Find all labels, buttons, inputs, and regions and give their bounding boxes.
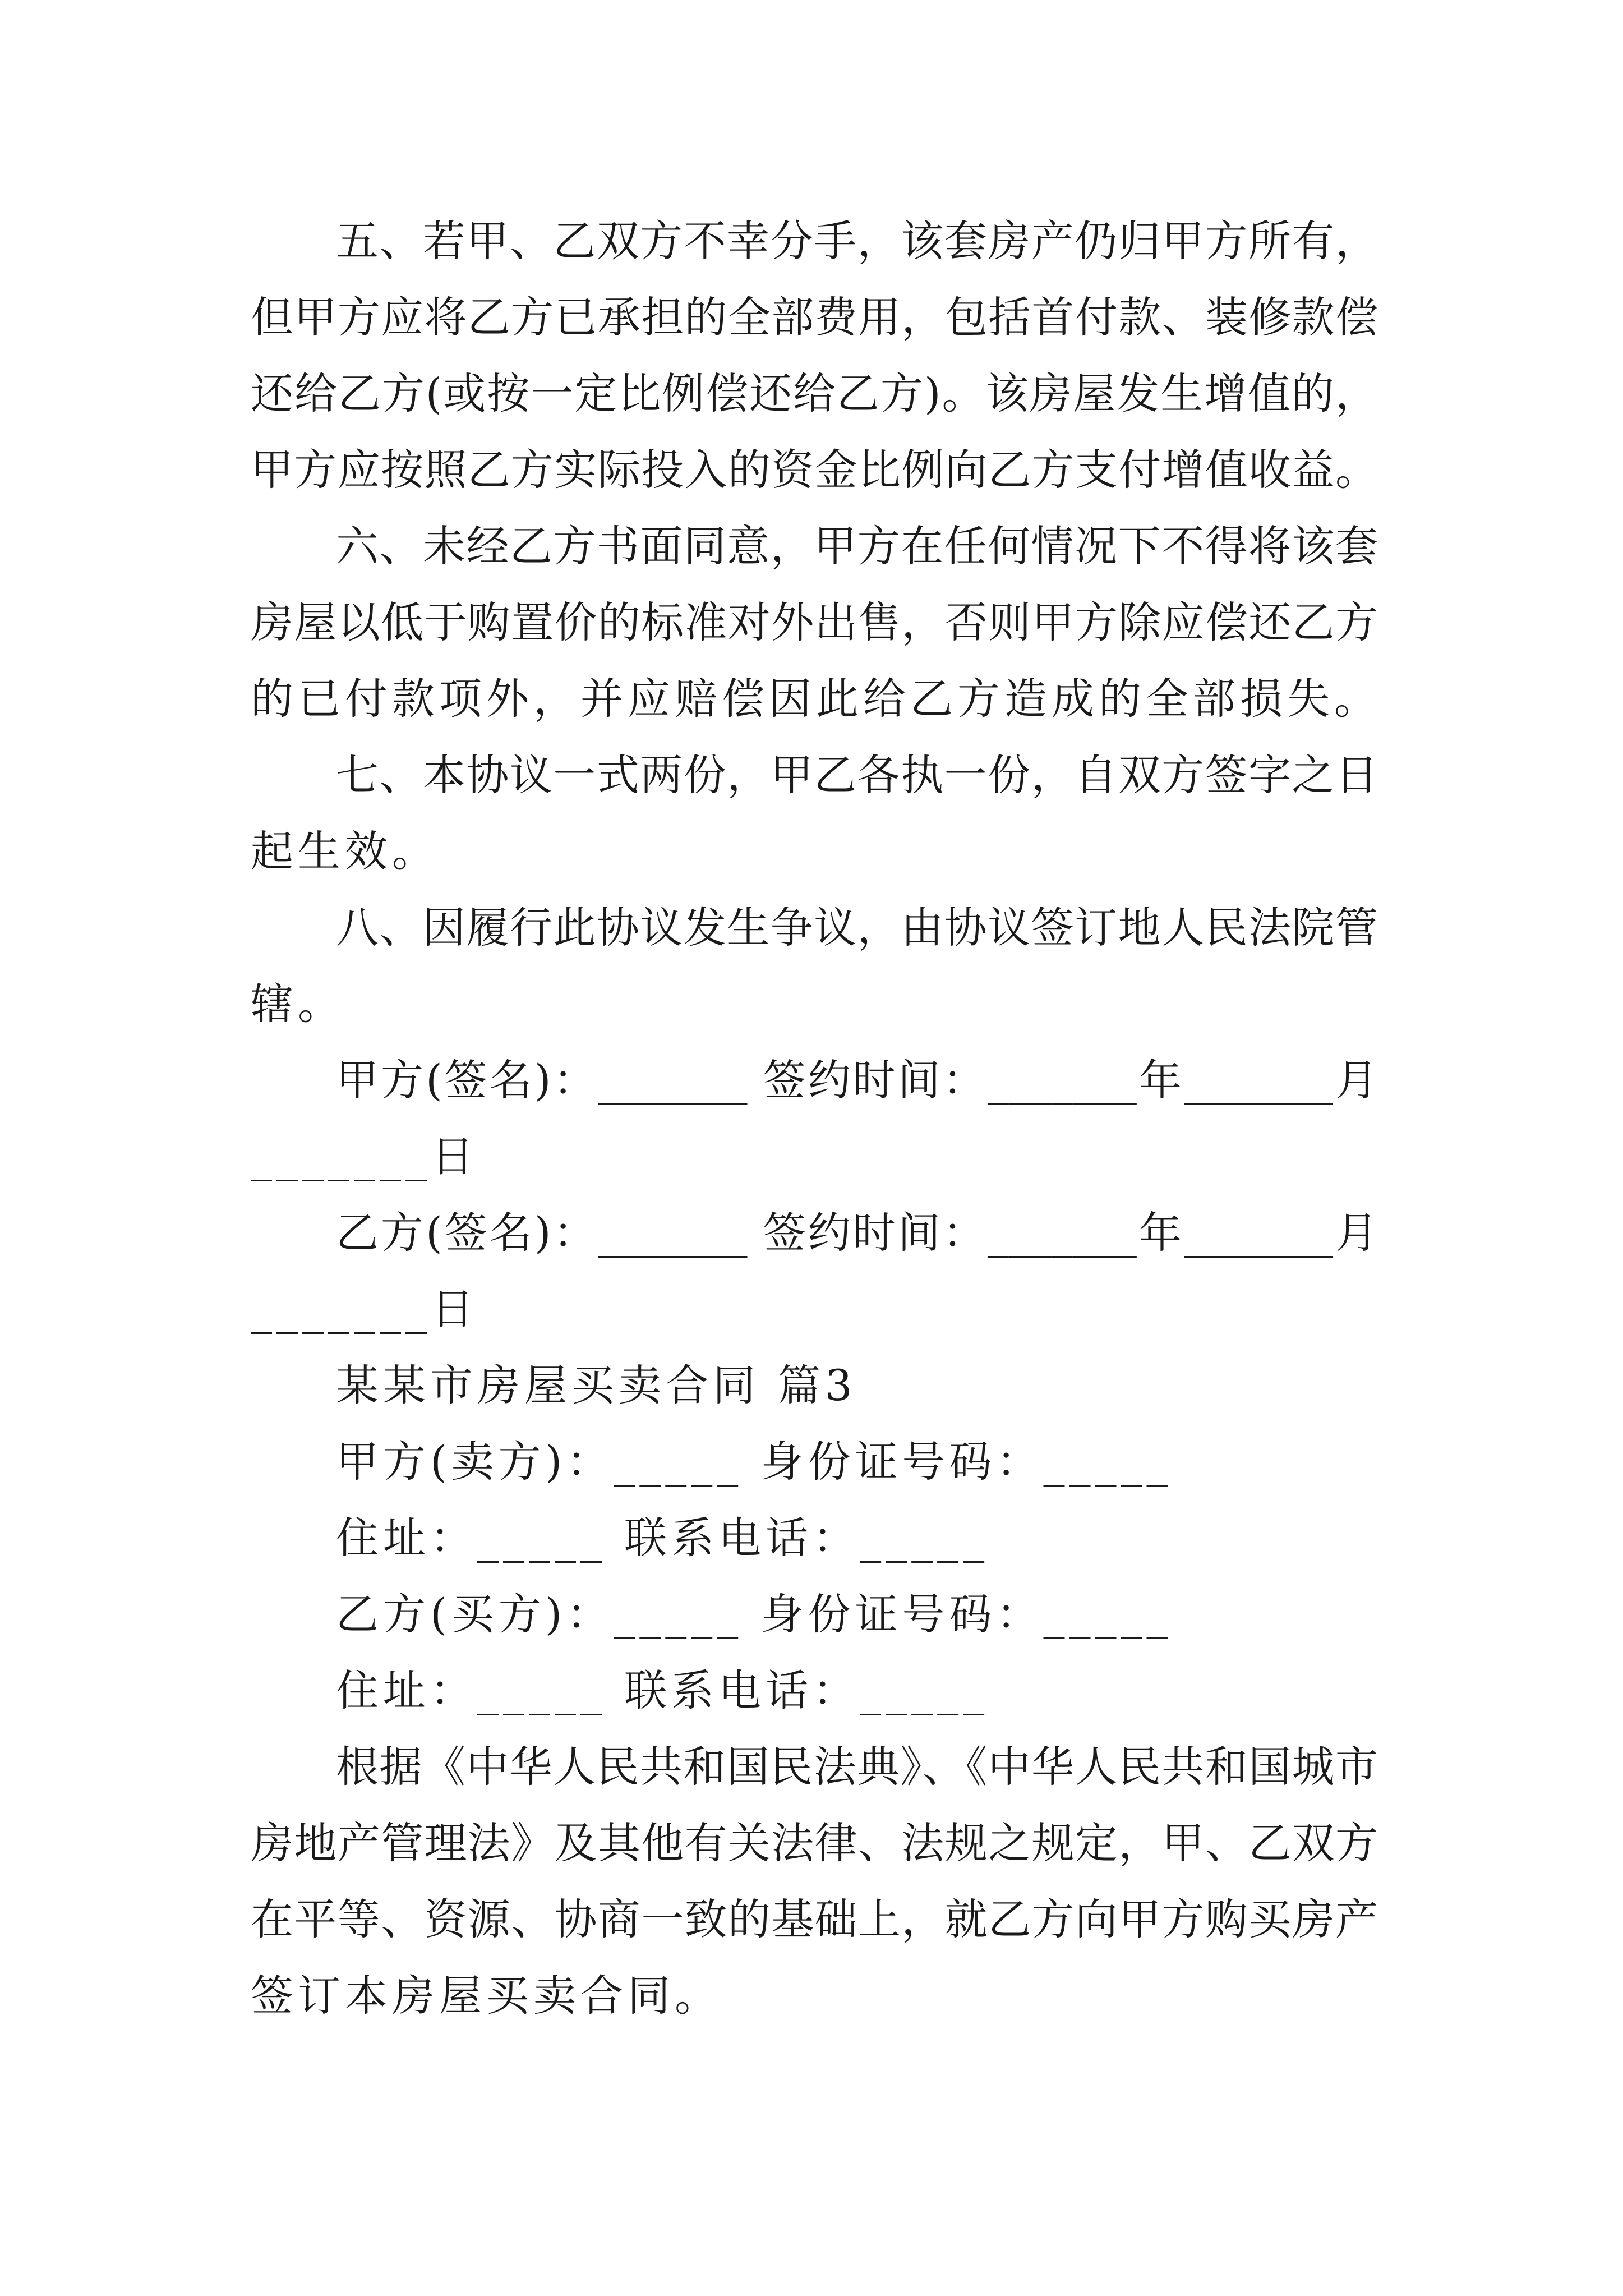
clause-6-line-1: 六、未经乙方书面同意，甲方在任何情况下不得将该套 [336,521,1378,571]
seller-info-line: 甲方(卖方)：_____ 身份证号码：_____ [336,1437,1173,1487]
clause-5-line-4: 甲方应按照乙方实际投入的资金比例向乙方支付增值收益。 [251,445,1378,495]
section-heading: 某某市房屋买卖合同 篇3 [336,1360,857,1410]
preamble-line-4: 签订本房屋买卖合同。 [251,1971,722,2021]
seller-address-line: 住址：_____ 联系电话：_____ [336,1513,989,1563]
clause-6-line-2: 房屋以低于购置价的标准对外出售，否则甲方除应偿还乙方 [251,597,1378,647]
buyer-address-line: 住址：_____ 联系电话：_____ [336,1665,989,1715]
clause-5-line-2: 但甲方应将乙方已承担的全部费用，包括首付款、装修款偿 [251,292,1378,342]
preamble-line-1: 根据《中华人民共和国民法典》、《中华人民共和国城市 [336,1742,1378,1792]
clause-7-line-2: 起生效。 [251,826,439,876]
clause-8-line-1: 八、因履行此协议发生争议，由协议签订地人民法院管 [336,903,1378,953]
clause-7-line-1: 七、本协议一式两份，甲乙各执一份，自双方签字之日 [336,750,1378,800]
clause-8-line-2: 辖。 [251,979,345,1029]
preamble-line-3: 在平等、资源、协商一致的基础上，就乙方向甲方购买房产 [251,1894,1378,1944]
party-a-signature-day: _______日 [251,1131,478,1181]
clause-6-line-3: 的已付款项外，并应赔偿因此给乙方造成的全部损失。 [251,674,1381,724]
clause-5-line-1: 五、若甲、乙双方不幸分手，该套房产仍归甲方所有， [336,216,1378,266]
clause-5-line-3: 还给乙方(或按一定比例偿还给乙方)。该房屋发生增值的， [251,369,1378,418]
party-a-signature-line: 甲方(签名)：_______ 签约时间：_______年_______月 [336,1055,1378,1105]
buyer-info-line: 乙方(买方)：_____ 身份证号码：_____ [336,1589,1173,1639]
party-b-signature-line: 乙方(签名)：_______ 签约时间：_______年_______月 [336,1208,1378,1258]
preamble-line-2: 房地产管理法》及其他有关法律、法规之规定，甲、乙双方 [251,1818,1378,1868]
party-b-signature-day: _______日 [251,1284,478,1334]
document-body [251,203,1381,2034]
